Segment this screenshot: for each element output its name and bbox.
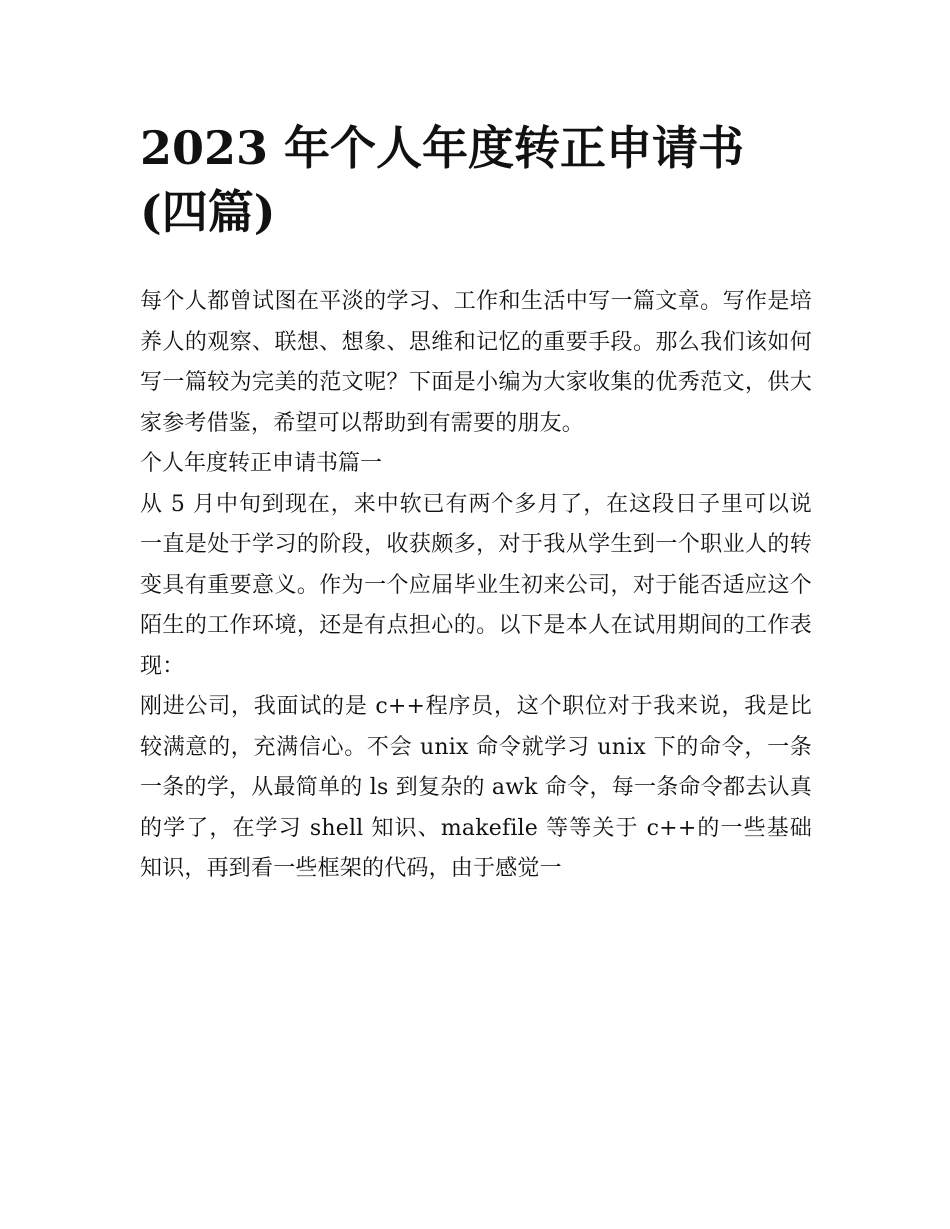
section-heading: 个人年度转正申请书篇一 (140, 451, 383, 476)
title-line-2: (四篇) (140, 185, 276, 239)
body-paragraph-1: 从 5 月中旬到现在，来中软已有两个多月了，在这段日子里可以说一直是处于学习的阶段，收获颇多，对于我从学生到一个职业人的转变具有重要意义。作为一个应届毕业生初来公司，对于能否适应这个陌生的工作环境，还是有点担心的。以下是本人在试用期间的工作表现： (140, 491, 812, 679)
intro-paragraph: 每个人都曾试图在平淡的学习、工作和生活中写一篇文章。写作是培养人的观察、联想、想象、思维和记忆的重要手段。那么我们该如何写一篇较为完美的范文呢？下面是小编为大家收集的优秀范文，供大家参考借鉴，希望可以帮助到有需要的朋友。 (140, 289, 812, 436)
document-body (140, 282, 812, 890)
body-paragraph-2: 刚进公司，我面试的是 c++程序员，这个职位对于我来说，我是比较满意的，充满信心。不会 unix 命令就学习 unix 下的命令，一条一条的学，从最简单的 ls 到复杂的 awk 命令，每一条命令都去认真的学了，在学习 shell 知识、makefile 等等关于 c++的一些基础知识，再到看一些框架的代码，由于感觉一 (140, 694, 812, 881)
document-title (140, 116, 820, 244)
title-line-1: 2023 年个人年度转正申请书 (140, 121, 745, 175)
